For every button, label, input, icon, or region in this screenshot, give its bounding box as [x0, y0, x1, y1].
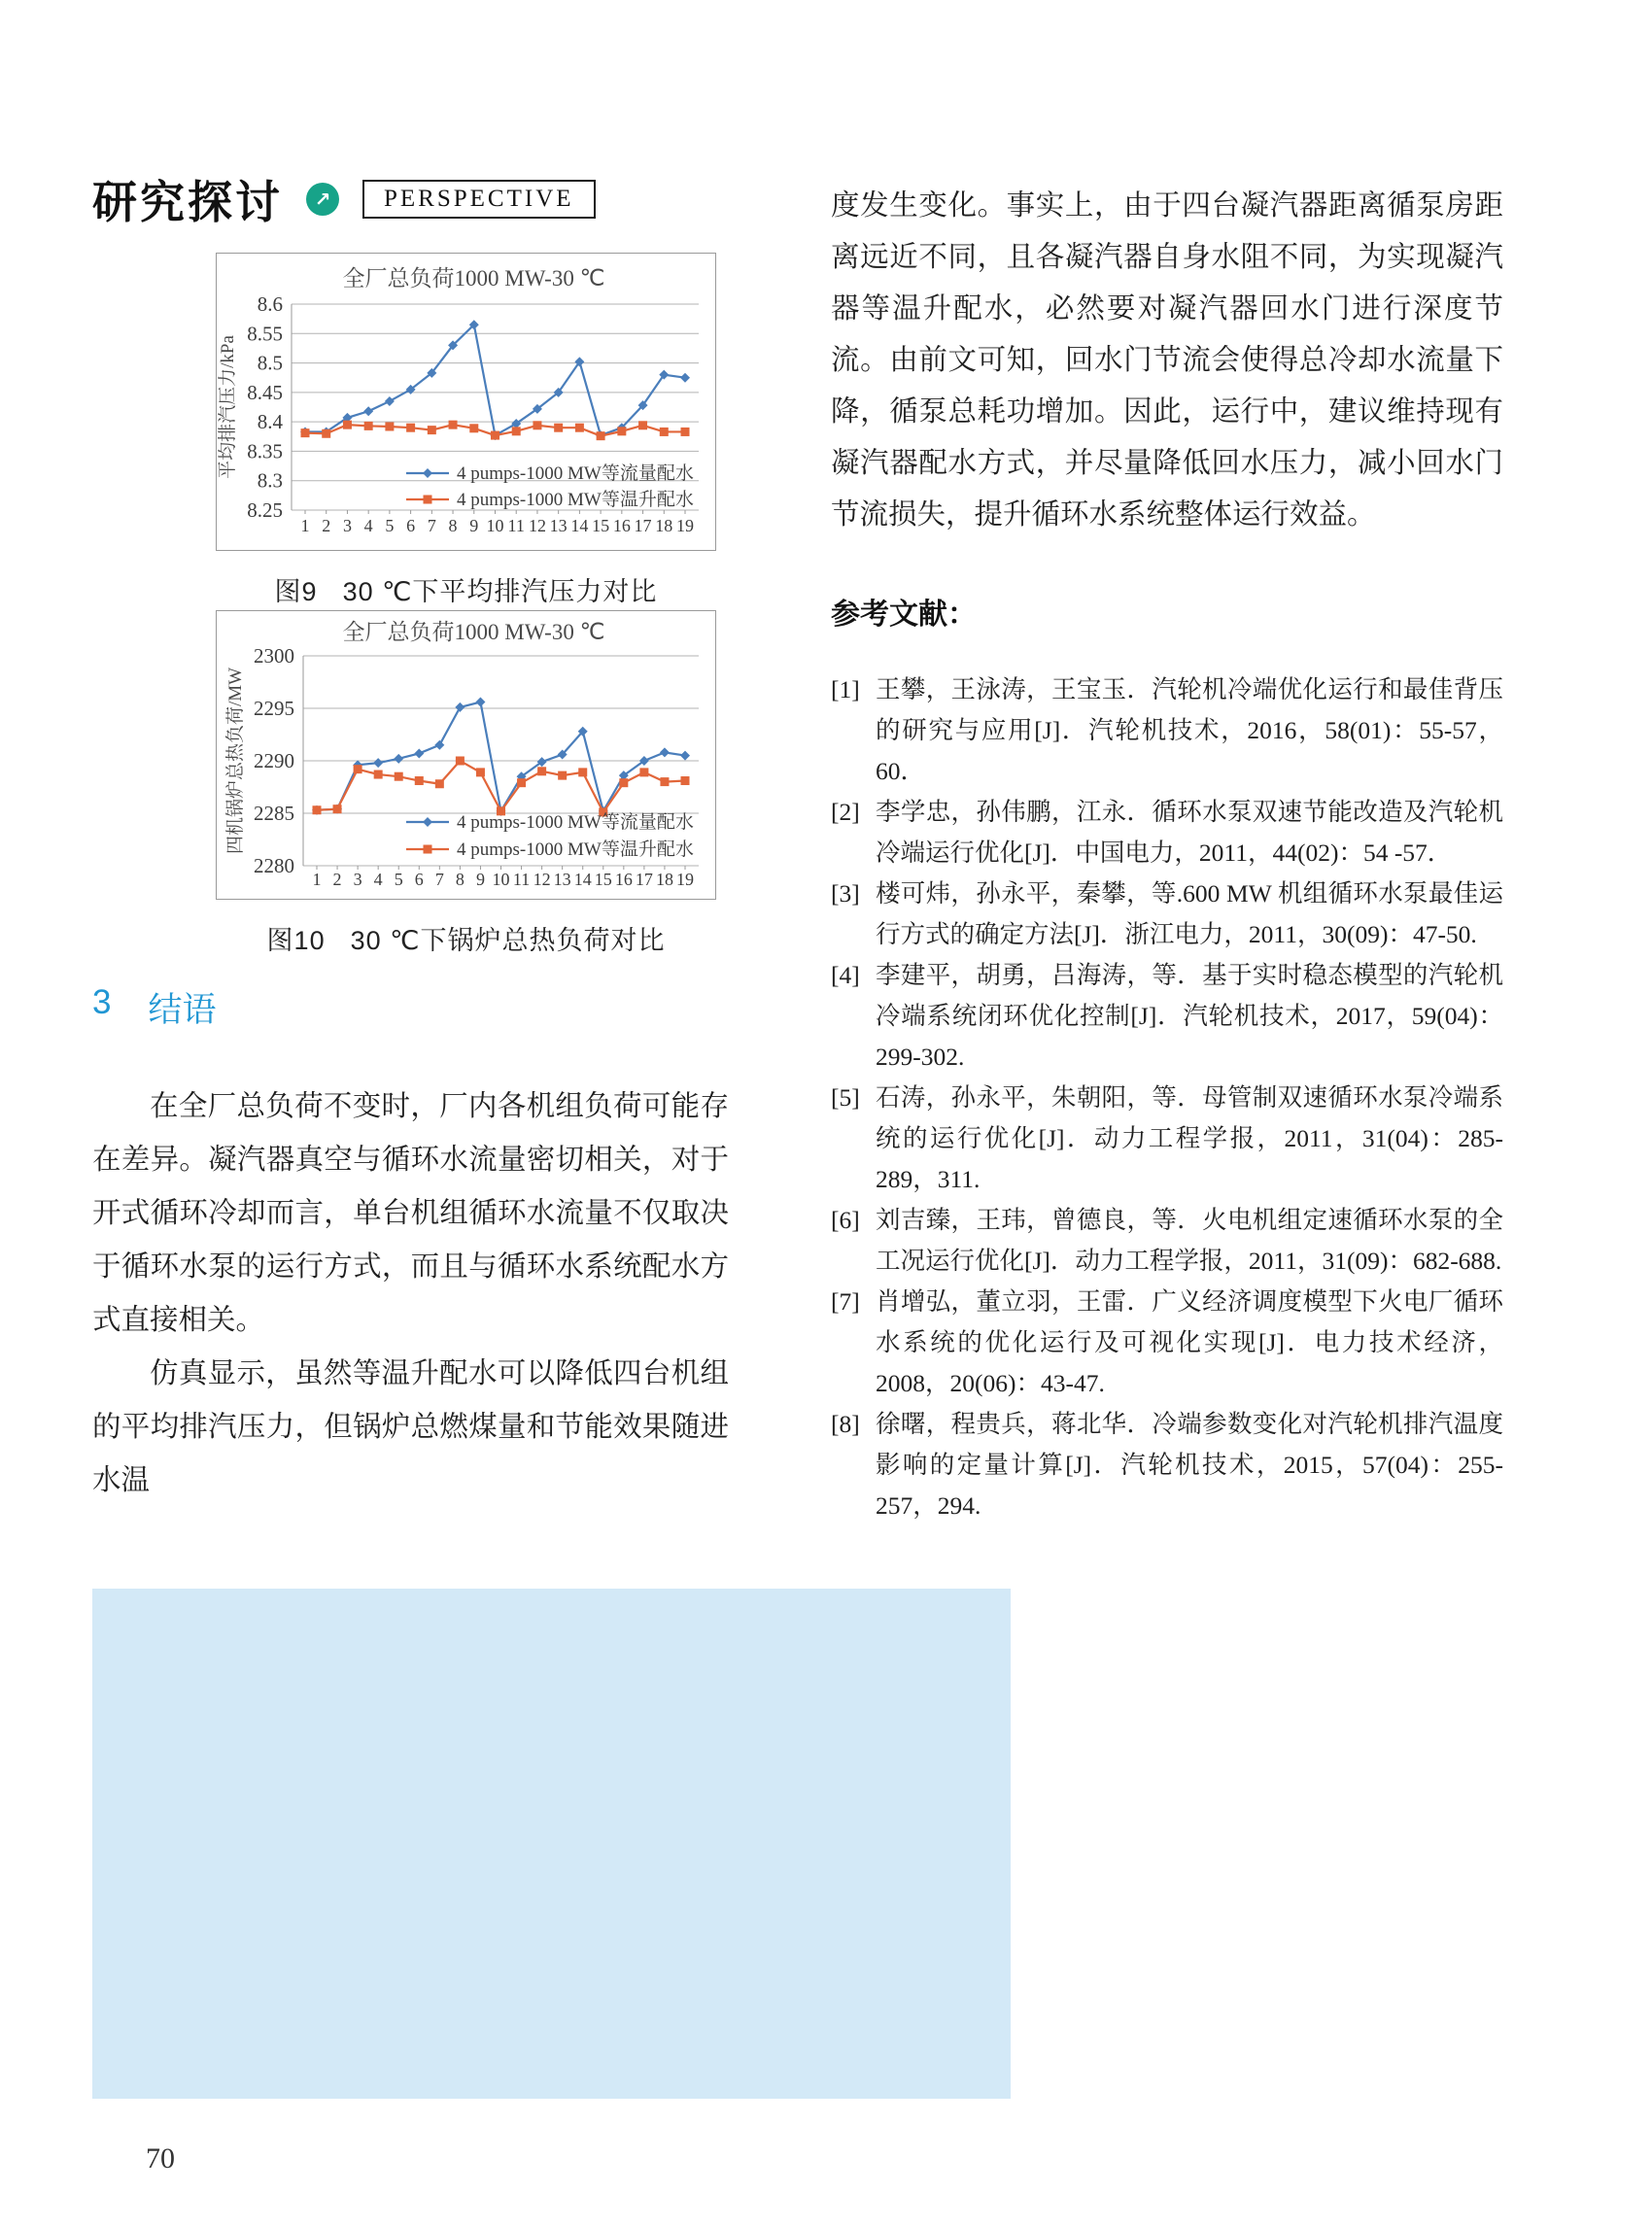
svg-text:2285: 2285 — [254, 802, 294, 825]
figure-10-line-chart — [216, 610, 716, 900]
svg-text:17: 17 — [634, 516, 652, 535]
svg-text:9: 9 — [475, 870, 485, 889]
svg-text:4: 4 — [363, 516, 373, 535]
svg-text:6: 6 — [406, 516, 416, 535]
svg-text:2: 2 — [322, 516, 331, 535]
svg-text:12: 12 — [533, 870, 551, 889]
reference-item — [831, 873, 1503, 955]
svg-text:16: 16 — [612, 516, 631, 535]
figure-9-caption — [216, 570, 716, 608]
svg-text:8.3: 8.3 — [257, 468, 283, 493]
svg-text:15: 15 — [592, 516, 610, 535]
svg-text:8.55: 8.55 — [247, 322, 283, 346]
reference-text: 徐曙，程贵兵，蒋北华．冷端参数变化对汽轮机排汽温度影响的定量计算[J]．汽轮机技术，2015，57(04)：255-257，294. — [876, 1410, 1503, 1520]
svg-text:15: 15 — [594, 870, 612, 889]
reference-item — [831, 792, 1503, 873]
perspective-tag: PERSPECTIVE — [362, 180, 596, 219]
svg-text:8: 8 — [448, 516, 458, 535]
figure-9-caption-text: 30 ℃下平均排汽压力对比 — [342, 577, 658, 606]
figure-10 — [216, 610, 716, 957]
svg-text:7: 7 — [427, 516, 436, 535]
figure-9-caption-label: 图9 — [274, 577, 318, 606]
svg-text:8.45: 8.45 — [247, 380, 283, 404]
figure-10-caption — [216, 919, 716, 957]
reference-item — [831, 1078, 1503, 1200]
svg-text:10: 10 — [486, 516, 504, 535]
reference-label: [2] — [831, 798, 860, 826]
conclusion-section — [92, 983, 729, 1508]
svg-text:14: 14 — [570, 516, 589, 535]
svg-text:平均排汽压力/kPa: 平均排汽压力/kPa — [218, 335, 238, 479]
svg-text:17: 17 — [635, 870, 653, 889]
svg-text:1: 1 — [300, 516, 310, 535]
svg-text:5: 5 — [385, 516, 395, 535]
reference-item — [831, 1282, 1503, 1404]
reference-text: 李建平，胡勇，吕海涛，等．基于实时稳态模型的汽轮机冷端系统闭环优化控制[J]．汽轮机技术，2017，59(04)：299-302. — [876, 961, 1503, 1071]
svg-text:2290: 2290 — [254, 749, 294, 772]
svg-text:19: 19 — [676, 870, 694, 889]
svg-text:4: 4 — [373, 870, 383, 889]
reference-label: [1] — [831, 675, 860, 703]
svg-text:8.6: 8.6 — [257, 292, 283, 316]
svg-text:18: 18 — [655, 870, 673, 889]
figure-9-line-chart — [216, 253, 716, 551]
body-paragraph: 度发生变化。事实上，由于四台凝汽器距离循泵房距离远近不同，且各凝汽器自身水阻不同，为实现凝汽器等温升配水，必然要对凝汽器回水门进行深度节流。由前文可知，回水门节流会使得总冷却水流量下降，循泵总耗功增加。因此，运行中，建议维持现有凝汽器配水方式，并尽量降低回水压力，减小回水门节流损失，提升循环水系统整体运行效益。 — [831, 190, 1503, 531]
svg-text:全厂总负荷1000 MW-30 ℃: 全厂总负荷1000 MW-30 ℃ — [342, 620, 605, 644]
reference-text: 李学忠，孙伟鹏，江永．循环水泵双速节能改造及汽轮机冷端运行优化[J]．中国电力，2011，44(02)：54 -57． — [876, 798, 1503, 867]
svg-text:8.35: 8.35 — [247, 439, 283, 463]
column-title: 研究探讨 — [92, 177, 283, 227]
svg-text:5: 5 — [394, 870, 403, 889]
svg-text:10: 10 — [492, 870, 510, 889]
reference-label: [8] — [831, 1410, 860, 1438]
svg-text:2280: 2280 — [254, 854, 294, 877]
reference-item — [831, 1404, 1503, 1526]
svg-text:4 pumps-1000 MW等流量配水: 4 pumps-1000 MW等流量配水 — [457, 463, 694, 484]
conclusion-paragraph: 在全厂总负荷不变时，厂内各机组负荷可能存在差异。凝汽器真空与循环水流量密切相关，对于开式循环冷却而言，单台机组循环水流量不仅取决于循环水泵的运行方式，而且与循环水系统配水方式直接相关。 — [92, 1091, 729, 1336]
section-heading — [92, 983, 729, 1032]
svg-text:4 pumps-1000 MW等流量配水: 4 pumps-1000 MW等流量配水 — [457, 812, 694, 833]
svg-text:3: 3 — [342, 516, 352, 535]
figure-10-caption-text: 30 ℃下锅炉总热负荷对比 — [350, 926, 666, 955]
reference-item — [831, 1200, 1503, 1282]
svg-text:14: 14 — [573, 870, 592, 889]
svg-text:6: 6 — [414, 870, 424, 889]
reference-item — [831, 955, 1503, 1078]
svg-text:8.4: 8.4 — [257, 410, 283, 434]
svg-text:3: 3 — [353, 870, 362, 889]
svg-text:四机锅炉总热负荷/MW: 四机锅炉总热负荷/MW — [225, 667, 246, 855]
svg-text:2295: 2295 — [254, 697, 294, 720]
svg-text:7: 7 — [434, 870, 444, 889]
decorative-blue-box — [92, 1589, 1011, 2099]
svg-text:全厂总负荷1000 MW-30 ℃: 全厂总负荷1000 MW-30 ℃ — [342, 266, 605, 291]
svg-text:8: 8 — [455, 870, 465, 889]
svg-text:11: 11 — [512, 870, 531, 889]
reference-label: [7] — [831, 1287, 860, 1316]
right-column — [831, 181, 1503, 1526]
svg-text:2: 2 — [332, 870, 342, 889]
svg-text:1: 1 — [312, 870, 322, 889]
section-title: 结语 — [148, 991, 217, 1029]
page-number: 70 — [146, 2142, 175, 2175]
reference-item — [831, 669, 1503, 792]
reference-text: 肖增弘，董立羽，王雷．广义经济调度模型下火电厂循环水系统的优化运行及可视化实现[J]．电力技术经济，2008，20(06)：43-47. — [876, 1287, 1503, 1397]
svg-text:16: 16 — [614, 870, 633, 889]
figure-10-caption-label: 图10 — [266, 926, 326, 955]
references-heading: 参考文献： — [831, 599, 977, 631]
section-number: 3 — [92, 983, 112, 1021]
svg-text:11: 11 — [507, 516, 525, 535]
arrow-up-right-icon: ↗ — [306, 183, 339, 216]
reference-label: [5] — [831, 1083, 860, 1112]
reference-text: 王攀，王泳涛，王宝玉．汽轮机冷端优化运行和最佳背压的研究与应用[J]．汽轮机技术，2016，58(01)：55-57，60． — [876, 675, 1503, 785]
conclusion-paragraph: 仿真显示，虽然等温升配水可以降低四台机组的平均排汽压力，但锅炉总燃煤量和节能效果随进水温 — [92, 1358, 729, 1496]
reference-text: 楼可炜，孙永平，秦攀，等.600 MW 机组循环水泵最佳运行方式的确定方法[J]．浙江电力，2011，30(09)：47-50. — [876, 879, 1503, 948]
svg-text:2300: 2300 — [254, 644, 294, 668]
reference-text: 刘吉臻，王玮，曾德良，等．火电机组定速循环水泵的全工况运行优化[J]．动力工程学报，2011，31(09)：682-688. — [876, 1206, 1503, 1275]
svg-text:4 pumps-1000 MW等温升配水: 4 pumps-1000 MW等温升配水 — [457, 839, 694, 860]
svg-text:12: 12 — [528, 516, 546, 535]
references-list — [831, 669, 1503, 1526]
svg-text:13: 13 — [553, 870, 571, 889]
svg-text:8.5: 8.5 — [257, 351, 283, 375]
svg-text:4 pumps-1000 MW等温升配水: 4 pumps-1000 MW等温升配水 — [457, 490, 694, 510]
reference-text: 石涛，孙永平，朱朝阳，等．母管制双速循环水泵冷端系统的运行优化[J]．动力工程学报，2011，31(04)：285-289，311. — [876, 1083, 1503, 1193]
reference-label: [3] — [831, 879, 860, 908]
svg-text:9: 9 — [469, 516, 479, 535]
reference-label: [6] — [831, 1206, 860, 1234]
svg-text:8.25: 8.25 — [247, 498, 283, 522]
reference-label: [4] — [831, 961, 860, 989]
svg-text:18: 18 — [655, 516, 673, 535]
svg-text:19: 19 — [676, 516, 694, 535]
masthead — [92, 167, 596, 231]
figure-9 — [216, 253, 716, 608]
svg-text:13: 13 — [549, 516, 568, 535]
